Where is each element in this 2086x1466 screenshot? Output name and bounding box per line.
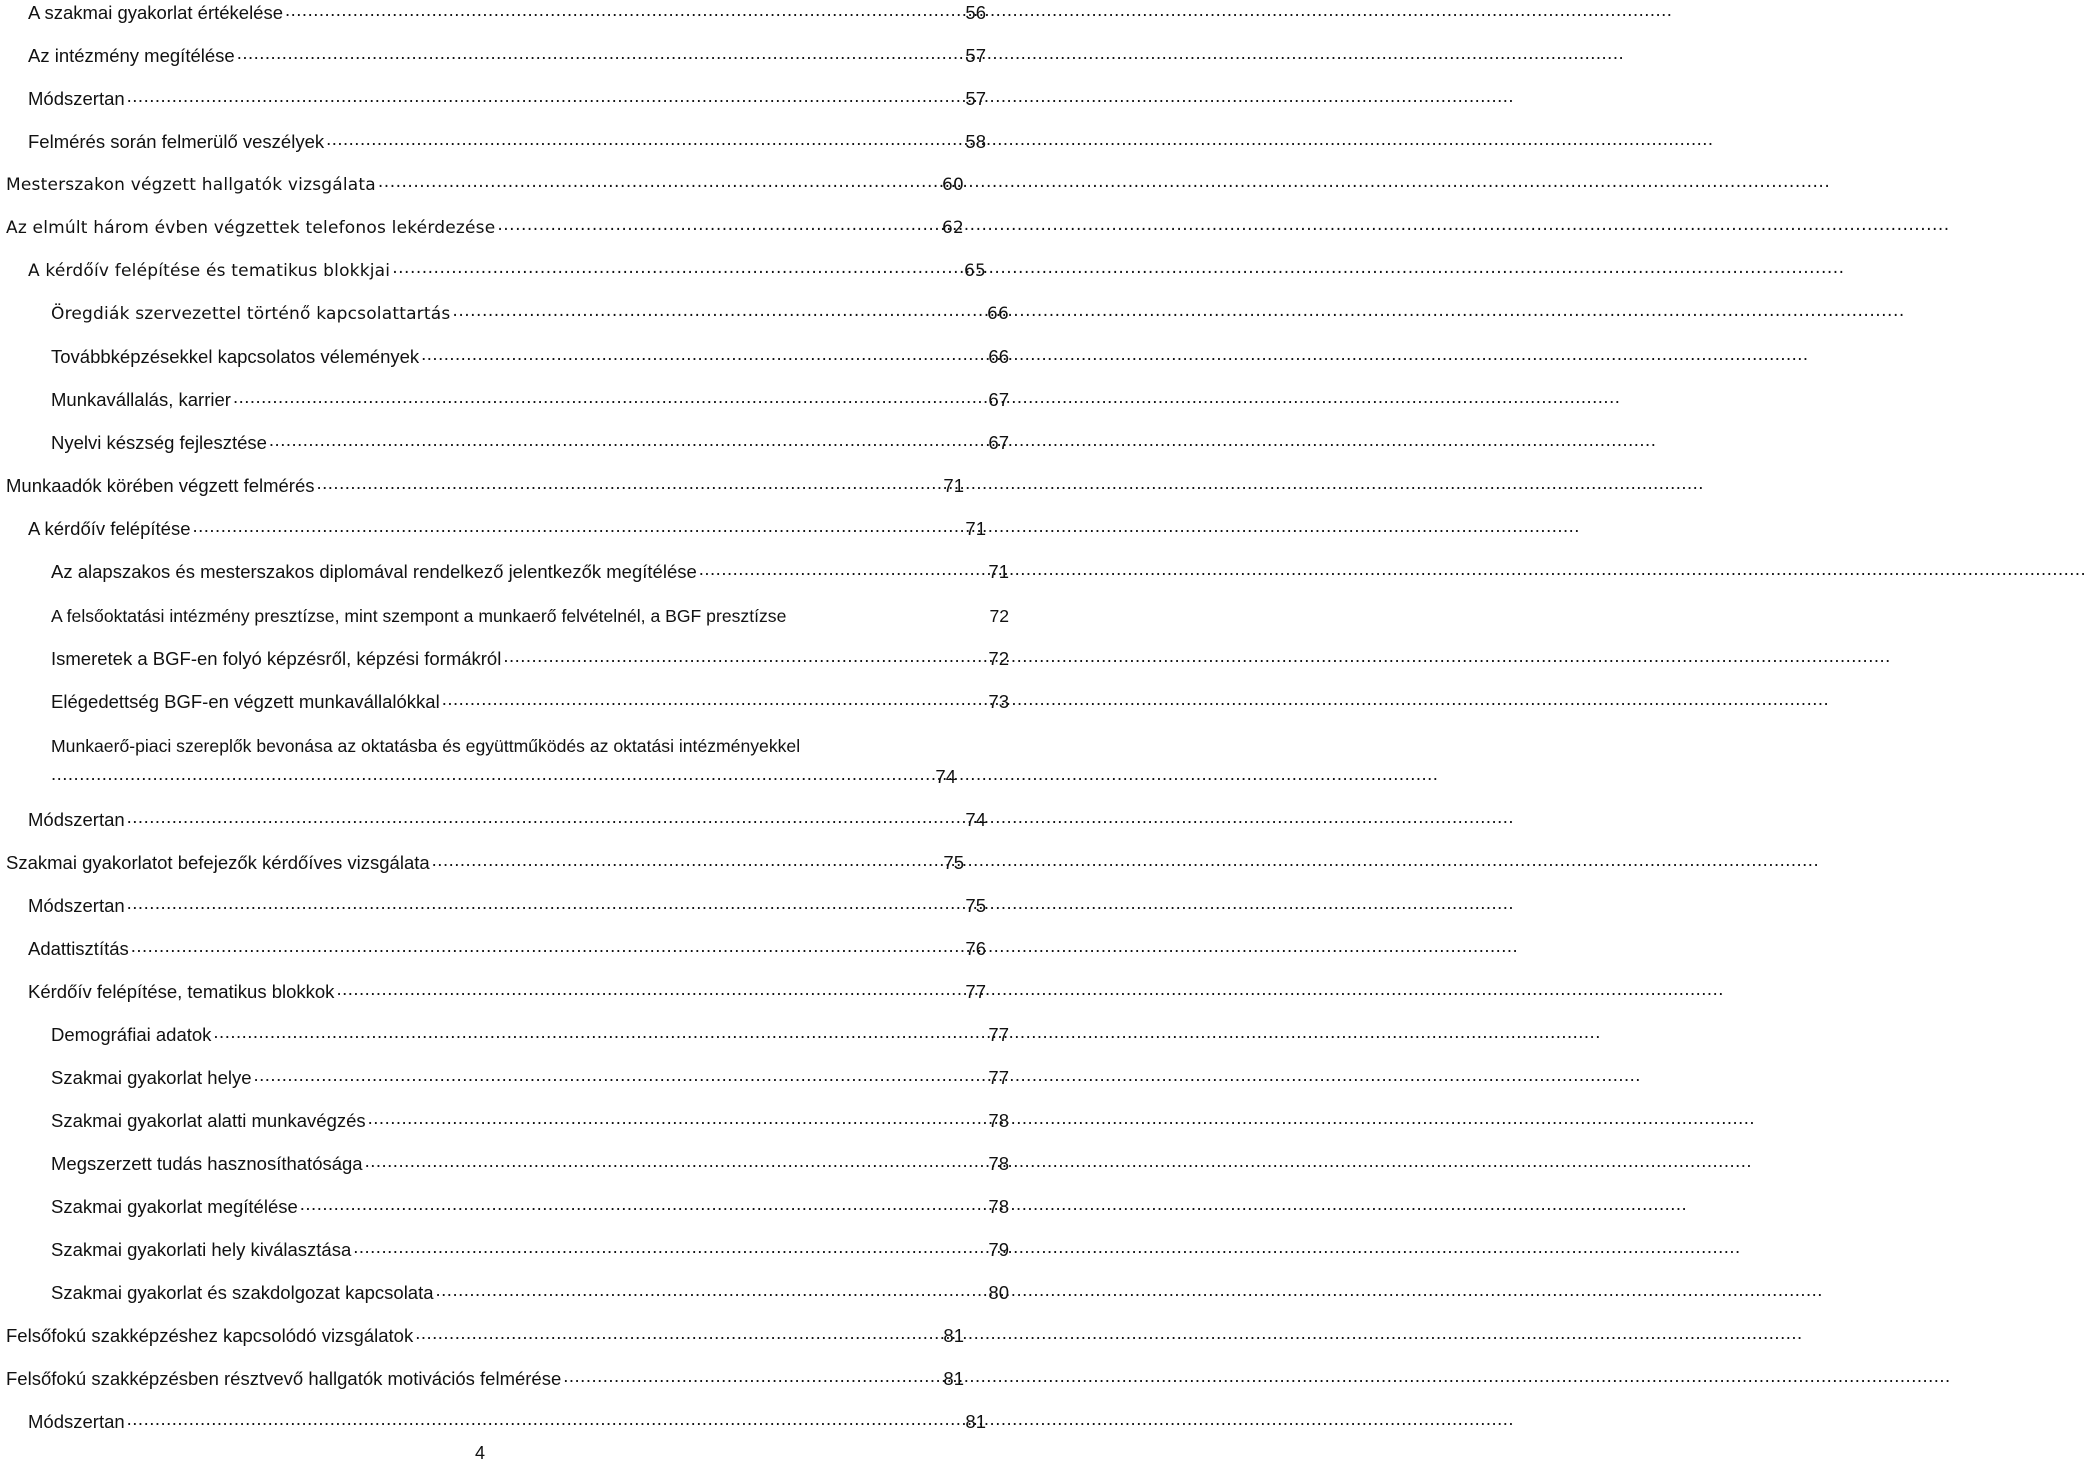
toc-entry-title: Munkaerő-piaci szereplők bevonása az oktatásba és együttműködés az oktatási intézményekkel — [51, 736, 801, 756]
toc-entry[interactable] — [0, 973, 988, 1003]
toc-entry-title: Szakmai gyakorlat megítélése — [51, 1196, 298, 1217]
toc-entry[interactable] — [0, 1274, 1011, 1304]
toc-entry-title: Továbbképzésekkel kapcsolatos vélemények — [51, 346, 420, 367]
dot-leader — [235, 45, 964, 67]
toc-entry-page: 71 — [988, 561, 1009, 582]
toc-entry-title: Módszertan — [28, 1411, 125, 1432]
dot-leader — [450, 303, 987, 325]
toc-entry-title: Módszertan — [28, 88, 125, 109]
toc-entry-page: 73 — [988, 691, 1009, 712]
toc-entry-title: Ismeretek a BGF-en folyó képzésről, képzési formákról — [51, 648, 502, 669]
toc-entry[interactable] — [0, 1188, 1011, 1218]
dot-leader — [363, 1153, 987, 1175]
toc-entry[interactable] — [0, 381, 1011, 411]
toc-entry[interactable] — [0, 0, 988, 24]
dot-leader — [252, 1067, 987, 1089]
toc-entry-page: 75 — [943, 852, 964, 873]
dot-leader — [887, 605, 987, 627]
toc-entry-title: Felsőfokú szakképzéshez kapcsolódó vizsgálatok — [6, 1325, 414, 1346]
toc-entry-page: 72 — [989, 606, 1010, 626]
toc-entry-page: 74 — [965, 809, 986, 830]
dot-leader — [495, 217, 942, 239]
dot-leader — [125, 809, 964, 831]
toc-entry-page: 78 — [988, 1153, 1009, 1174]
dot-leader — [51, 766, 935, 788]
toc-entry-page: 71 — [965, 518, 986, 539]
toc-entry-title: Nyelvi készség fejlesztése — [51, 432, 267, 453]
dot-leader — [231, 389, 987, 411]
dot-leader — [129, 938, 964, 960]
toc-entry-page: 58 — [965, 131, 986, 152]
toc-entry-page: 80 — [988, 1282, 1009, 1303]
page-number: 4 — [474, 1443, 485, 1463]
toc-entry[interactable] — [0, 1059, 1011, 1089]
dot-leader — [125, 1411, 964, 1433]
toc-entry-title: Szakmai gyakorlati hely kiválasztása — [51, 1239, 352, 1260]
toc-entry[interactable] — [0, 37, 988, 67]
toc-entry-title: Kérdőív felépítése, tematikus blokkok — [28, 981, 335, 1002]
dot-leader — [125, 895, 964, 917]
toc-entry-title: Megszerzett tudás hasznosíthatósága — [51, 1153, 363, 1174]
dot-leader — [430, 852, 942, 874]
dot-leader — [501, 648, 987, 670]
toc-entry[interactable] — [0, 166, 966, 196]
toc-entry[interactable] — [0, 338, 1011, 368]
toc-entry-page: 79 — [988, 1239, 1009, 1260]
toc-entry[interactable] — [0, 1145, 1011, 1175]
toc-entry-title: Szakmai gyakorlat és szakdolgozat kapcsolata — [51, 1282, 434, 1303]
toc-entry-page: 81 — [943, 1325, 964, 1346]
toc-entry-page: 71 — [943, 475, 964, 496]
toc-entry[interactable] — [0, 467, 966, 497]
toc-entry-page: 81 — [965, 1411, 986, 1432]
dot-leader — [434, 1282, 987, 1304]
toc-entry-page: 57 — [965, 45, 986, 66]
toc-entry-title: Demográfiai adatok — [51, 1024, 212, 1045]
toc-entry-page: 78 — [988, 1110, 1009, 1131]
dot-leader — [315, 475, 942, 497]
dot-leader — [324, 131, 964, 153]
toc-entry[interactable] — [0, 1231, 1011, 1261]
toc-entry[interactable] — [0, 1403, 988, 1433]
toc-entry-title: Munkaadók körében végzett felmérés — [6, 475, 315, 496]
toc-entry[interactable] — [0, 930, 988, 960]
toc-entry-title: Szakmai gyakorlatot befejezők kérdőíves vizsgálata — [6, 852, 430, 873]
toc-entry[interactable] — [0, 683, 1011, 713]
dot-leader — [191, 518, 965, 540]
toc-entry-title: Módszertan — [28, 895, 125, 916]
toc-entry-page: 78 — [988, 1196, 1009, 1217]
toc-entry-title: Az intézmény megítélése — [28, 45, 235, 66]
toc-entry[interactable] — [0, 801, 988, 831]
toc-entry-page: 56 — [965, 2, 986, 23]
dot-leader — [267, 432, 987, 454]
toc-entry-page: 81 — [943, 1368, 964, 1389]
toc-entry-page: 66 — [986, 304, 1009, 324]
dot-leader — [366, 1110, 987, 1132]
toc-entry-title: Felmérés során felmerülő veszélyek — [28, 131, 325, 152]
toc-entry[interactable] — [0, 1102, 1011, 1132]
dot-leader — [211, 1024, 987, 1046]
toc-entry-title: Felsőfokú szakképzésben résztvevő hallgatók motivációs felmérése — [6, 1368, 562, 1389]
toc-entry-title: A kérdőív felépítése és tematikus blokkjai — [28, 261, 391, 281]
toc-entry[interactable] — [0, 1317, 966, 1347]
toc-entry-page: 67 — [988, 432, 1009, 453]
toc-entry[interactable] — [0, 80, 988, 110]
toc-entry-title: Mesterszakon végzett hallgatók vizsgálata — [6, 175, 376, 195]
toc-entry-title: A felsőoktatási intézmény presztízse, mint szempont a munkaerő felvételnél, a BGF presztízse — [51, 605, 887, 627]
toc-entry-page: 67 — [988, 389, 1009, 410]
toc-entry[interactable] — [0, 640, 1011, 670]
toc-entry[interactable] — [0, 252, 988, 282]
dot-leader — [413, 1325, 942, 1347]
dot-leader — [125, 88, 964, 110]
toc-entry[interactable] — [0, 597, 1011, 627]
dot-leader — [298, 1196, 987, 1218]
toc-entry[interactable] — [0, 1016, 1011, 1046]
toc-entry-page: 66 — [988, 346, 1009, 367]
toc-entry-title: Szakmai gyakorlat alatti munkavégzés — [51, 1110, 366, 1131]
dot-leader — [351, 1239, 987, 1261]
toc-entry-title: Módszertan — [28, 809, 125, 830]
toc-entry-page: 75 — [965, 895, 986, 916]
toc-entry-title: Az alapszakos és mesterszakos diplomával rendelkező jelentkezők megítélése — [51, 561, 697, 582]
toc-entry-title: Munkavállalás, karrier — [51, 389, 231, 410]
toc-entry-title: Adattisztítás — [28, 938, 129, 959]
toc-entry-title: Elégedettség BGF-en végzett munkavállalókkal — [51, 691, 440, 712]
dot-leader — [419, 346, 987, 368]
toc-entry[interactable] — [51, 727, 956, 757]
dot-leader — [376, 174, 942, 196]
toc-entry-page: 76 — [965, 938, 986, 959]
toc-entry[interactable] — [0, 553, 1011, 583]
toc-entry-page: 77 — [988, 1067, 1009, 1088]
dot-leader — [561, 1368, 942, 1390]
toc-entry[interactable] — [0, 510, 988, 540]
dot-leader — [390, 260, 964, 282]
toc-entry-page: 74 — [935, 766, 956, 787]
toc-entry-page: 60 — [941, 175, 964, 195]
toc-entry-title: Szakmai gyakorlat helye — [51, 1067, 252, 1088]
toc-entry-continuation[interactable] — [51, 758, 958, 788]
toc-entry[interactable] — [0, 424, 1011, 454]
toc-entry[interactable] — [0, 295, 1011, 325]
dot-leader — [334, 981, 964, 1003]
toc-entry[interactable] — [0, 209, 966, 239]
toc-entry[interactable] — [0, 1360, 966, 1390]
toc-entry-title: Öregdiák szervezettel történő kapcsolattartás — [51, 304, 451, 324]
toc-entry-page: 72 — [988, 648, 1009, 669]
toc-entry-page: 65 — [963, 261, 986, 281]
dot-leader — [440, 691, 987, 713]
toc-entry-page: 77 — [988, 1024, 1009, 1045]
dot-leader — [697, 561, 987, 583]
toc-entry-page: 57 — [965, 88, 986, 109]
toc-entry-page: 62 — [941, 218, 964, 238]
toc-entry-title: A kérdőív felépítése — [28, 518, 191, 539]
toc-entry-title: A szakmai gyakorlat értékelése — [28, 2, 284, 23]
toc-entry-page: 77 — [965, 981, 986, 1002]
toc-entry[interactable] — [0, 123, 988, 153]
toc-entry[interactable] — [0, 887, 988, 917]
dot-leader — [283, 2, 964, 24]
toc-entry-title: Az elmúlt három évben végzettek telefonos lekérdezése — [6, 218, 496, 238]
toc-entry[interactable] — [0, 844, 966, 874]
